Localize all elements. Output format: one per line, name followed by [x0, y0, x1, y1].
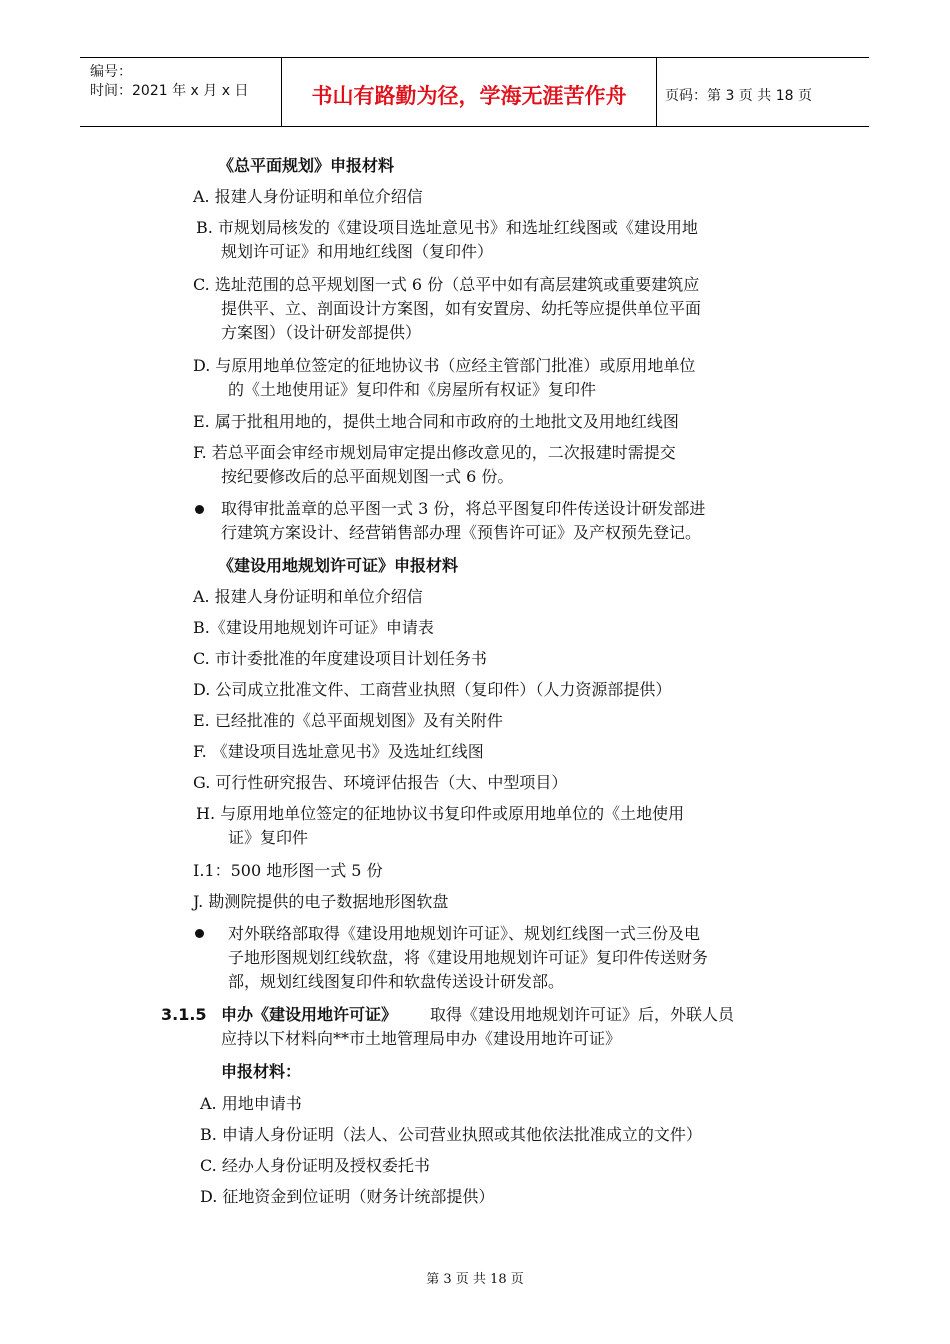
list-item: C. 市计委批准的年度建设项目计划任务书 [193, 649, 487, 668]
header-page-cell [657, 58, 869, 126]
section-title-land-use-permit: 申办《建设用地许可证》 [221, 1005, 398, 1024]
section-title-land-planning-permit: 《建设用地规划许可证》申报材料 [218, 556, 459, 575]
section-number: 3.1.5 [161, 1005, 207, 1024]
list-item-continuation: 证》复印件 [228, 828, 309, 847]
list-item: C. 经办人身份证明及授权委托书 [200, 1156, 430, 1175]
document-number-label: 编号： [90, 64, 132, 80]
list-item-continuation: 方案图）（设计研发部提供） [221, 323, 422, 342]
bullet-text: 取得审批盖章的总平图一式 3 份，将总平图复印件传送设计研发部进 [221, 499, 706, 518]
list-item: E. 已经批准的《总平面规划图》及有关附件 [193, 711, 503, 730]
list-item: J. 勘测院提供的电子数据地形图软盘 [193, 892, 449, 911]
list-item: A. 报建人身份证明和单位介绍信 [193, 187, 423, 206]
document-time-label: 时间：2021 年 x 月 x 日 [90, 83, 249, 99]
section-text-continuation: 应持以下材料向**市土地管理局申办《建设用地许可证》 [221, 1029, 622, 1048]
list-item: D. 公司成立批准文件、工商营业执照（复印件）（人力资源部提供） [193, 680, 672, 699]
bullet-text-continuation: 行建筑方案设计、经营销售部办理《预售许可证》及产权预先登记。 [221, 523, 702, 542]
list-item-continuation: 的《土地使用证》复印件和《房屋所有权证》复印件 [228, 380, 597, 399]
list-item: D. 与原用地单位签定的征地协议书（应经主管部门批准）或原用地单位 [193, 356, 696, 375]
list-item: F. 若总平面会审经市规划局审定提出修改意见的，二次报建时需提交 [193, 443, 676, 462]
header-motto-cell [282, 58, 657, 126]
header-page-info: 页码：第 3 页 共 18 页 [665, 88, 812, 104]
list-item: C. 选址范围的总平规划图一式 6 份（总平中如有高层建筑或重要建筑应 [193, 275, 700, 294]
list-item-continuation: 按纪要修改后的总平面规划图一式 6 份。 [221, 467, 514, 486]
list-item: E. 属于批租用地的，提供土地合同和市政府的土地批文及用地红线图 [193, 412, 679, 431]
header-motto: 书山有路勤为径，学海无涯苦作舟 [311, 84, 627, 108]
bullet-text: 对外联络部取得《建设用地规划许可证》、规划红线图一式三份及电 [228, 924, 701, 943]
list-item: A. 报建人身份证明和单位介绍信 [193, 587, 423, 606]
list-item: B. 申请人身份证明（法人、公司营业执照或其他依法批准成立的文件） [200, 1125, 702, 1144]
list-item: F. 《建设项目选址意见书》及选址红线图 [193, 742, 484, 761]
list-item-continuation: 规划许可证》和用地红线图（复印件） [221, 242, 494, 261]
bullet-text-continuation: 子地形图规划红线软盘，将《建设用地规划许可证》复印件传送财务 [228, 948, 709, 967]
materials-heading: 申报材料： [221, 1062, 302, 1081]
list-item: B. 市规划局核发的《建设项目选址意见书》和选址红线图或《建设用地 [196, 218, 698, 237]
list-item-continuation: 提供平、立、剖面设计方案图，如有安置房、幼托等应提供单位平面 [221, 299, 702, 318]
page-header [80, 57, 869, 127]
list-item: D. 征地资金到位证明（财务计统部提供） [200, 1187, 495, 1206]
bullet-icon [195, 929, 204, 938]
page-footer: 第 3 页 共 18 页 [426, 1272, 524, 1287]
list-item: G. 可行性研究报告、环境评估报告（大、中型项目） [193, 773, 568, 792]
bullet-text-continuation: 部，规划红线图复印件和软盘传送设计研发部。 [228, 972, 565, 991]
section-text: 取得《建设用地规划许可证》后，外联人员 [430, 1005, 735, 1024]
list-item: B.《建设用地规划许可证》申请表 [193, 618, 434, 637]
header-info-cell [80, 58, 282, 126]
list-item: I.1：500 地形图一式 5 份 [193, 861, 383, 880]
list-item: A. 用地申请书 [200, 1094, 302, 1113]
section-title-master-plan: 《总平面规划》申报材料 [218, 156, 395, 175]
bullet-icon [195, 505, 204, 514]
list-item: H. 与原用地单位签定的征地协议书复印件或原用地单位的《土地使用 [196, 804, 685, 823]
